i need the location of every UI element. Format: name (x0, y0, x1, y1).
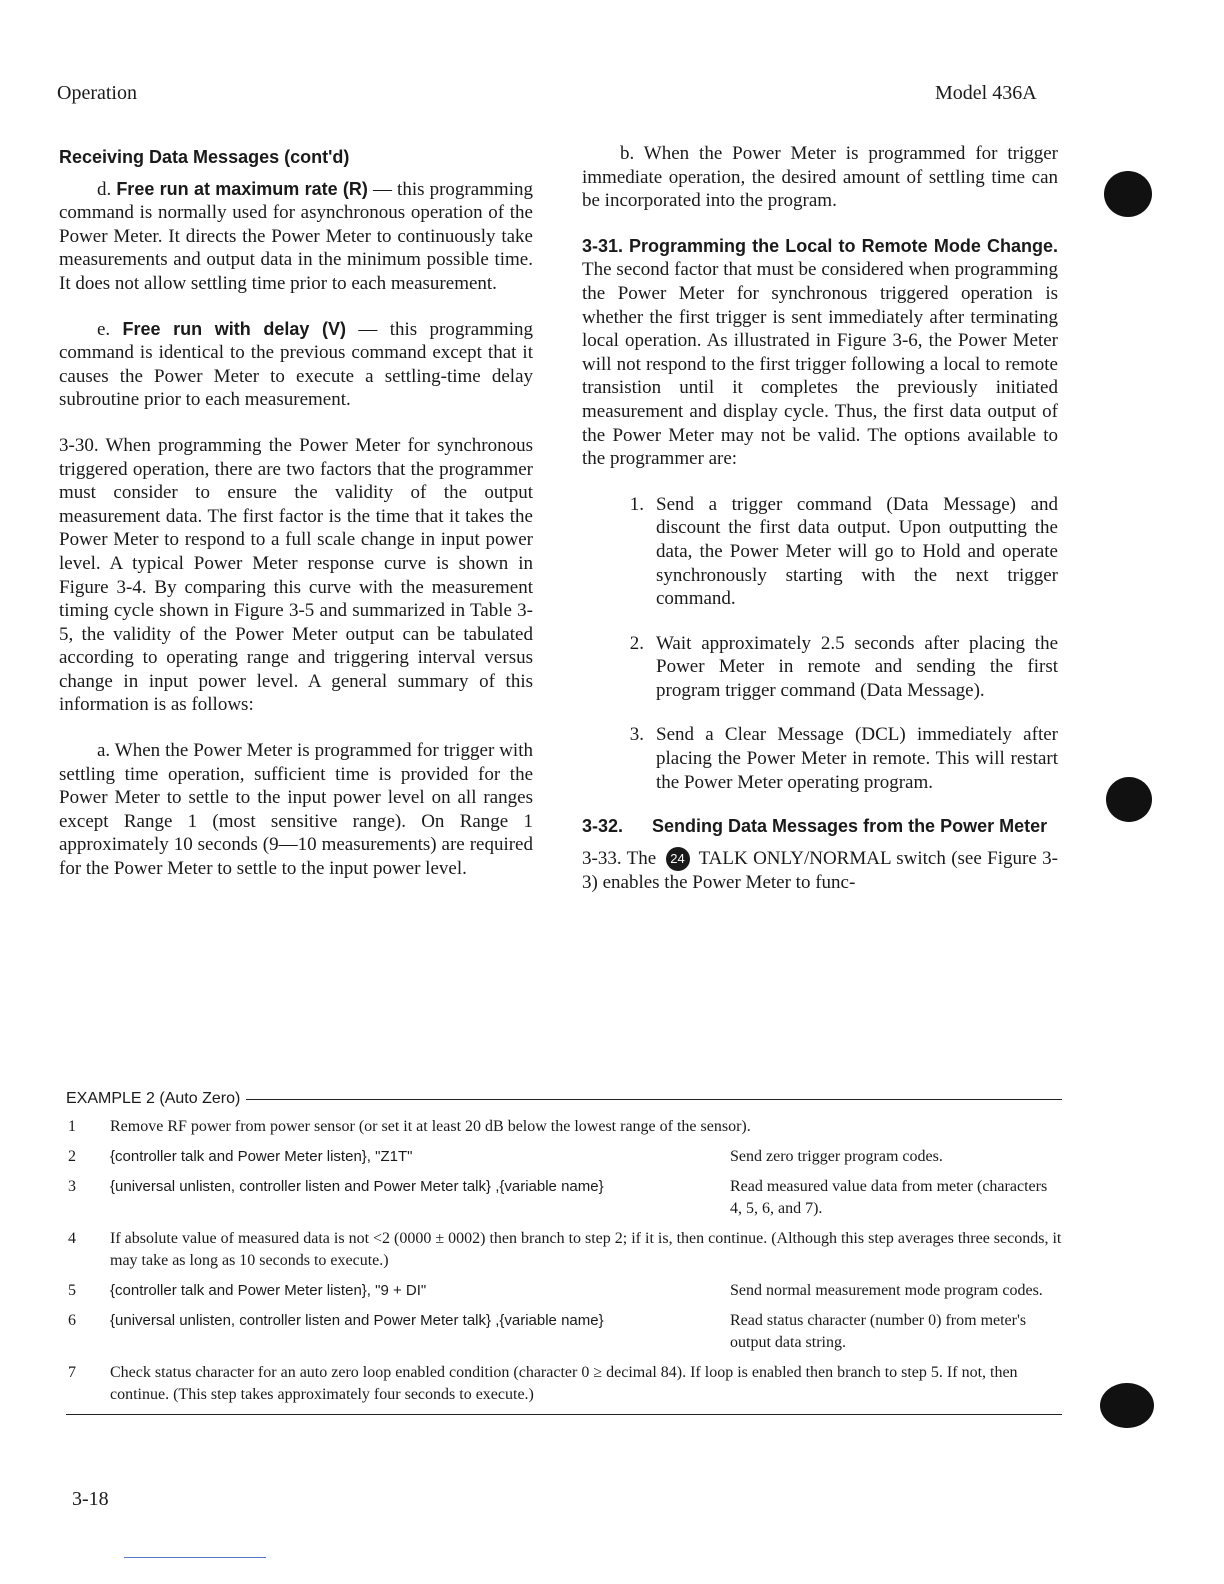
list-item-number: 1. (629, 493, 644, 515)
example-bottom-rule (66, 1414, 1062, 1415)
footer-link-underline (124, 1557, 266, 1558)
example-step (66, 1310, 1062, 1354)
right-column (582, 142, 1058, 917)
list-item-number: 3. (629, 724, 644, 746)
list-item (582, 632, 1058, 703)
step-number: 4 (68, 1230, 76, 1247)
running-header-model: Model 436A (935, 82, 1037, 104)
list-item-text: Wait approximately 2.5 seconds after placing the Power Meter in remote and sending the first program trigger command (Data Message). (656, 632, 1058, 701)
list-item (582, 723, 1058, 794)
list-item-number: 2. (629, 632, 644, 654)
example-step (66, 1362, 1062, 1406)
step-command: {controller talk and Power Meter listen}, "Z1T" (110, 1148, 413, 1165)
step-text: If absolute value of measured data is not <2 (0000 ± 0002) then branch to step 2; if it is, then continue. (Although this step averages three seconds, it may take as long as 10 seconds to execute.) (110, 1230, 1062, 1269)
paragraph-3-33 (582, 847, 1058, 895)
item-b-label: b. (620, 143, 635, 164)
para-3-31-title: Programming the Local to Remote Mode Change. (628, 235, 1058, 256)
example-step (66, 1176, 1062, 1220)
punch-hole-icon (1106, 777, 1152, 822)
example-title: EXAMPLE 2 (Auto Zero) (66, 1090, 241, 1107)
step-number: 7 (68, 1364, 76, 1381)
item-a (59, 739, 533, 881)
example-2-box (66, 1090, 1062, 1415)
list-item-text: Send a trigger command (Data Message) and discount the first data output. Upon outputting the data, the Power Meter will go to Hold and operate synchronously starting with the next trigger command. (656, 493, 1058, 610)
item-e-label: e. (97, 318, 111, 340)
left-column (59, 146, 533, 903)
section-3-32-title: Sending Data Messages from the Power Meter (652, 816, 1048, 837)
section-3-32-number: 3-32. (582, 816, 624, 837)
item-d-title: Free run at maximum rate (R) (116, 178, 368, 199)
step-number: 2 (68, 1148, 76, 1165)
item-e (59, 318, 533, 412)
item-e-text: — this programming command is identical to the previous command except that it causes the Power Meter to execute a settling-time delay subroutine prior to each measurement. (59, 318, 533, 411)
step-description: Send normal measurement mode program codes. (730, 1282, 1043, 1299)
paragraph-3-30: 3-30. When programming the Power Meter for synchronous triggered operation, there are two factors that the programmer must consider to ensure the validity of the output measurement data. The first factor is the time that it takes the Power Meter to respond to a full scale change in input power level. A typical Power Meter response curve is shown in Figure 3-4. By comparing this curve with the measurement timing cycle shown in Figure 3-5 and summarized in Table 3-5, the validity of the Power Meter output can be tabulated according to operating range and triggering interval versus change in input power level. A general summary of this information is as follows: (59, 434, 533, 716)
example-step (66, 1228, 1062, 1272)
item-d (59, 178, 533, 296)
step-description: Read measured value data from meter (characters 4, 5, 6, and 7). (730, 1178, 1048, 1217)
options-list (582, 493, 1058, 795)
step-number: 1 (68, 1118, 76, 1135)
step-command: {universal unlisten, controller listen and Power Meter talk} ,{variable name} (110, 1178, 604, 1195)
step-description: Read status character (number 0) from meter's output data string. (730, 1312, 1027, 1351)
example-title-rule (246, 1099, 1062, 1100)
step-number: 6 (68, 1312, 76, 1329)
para-3-31-text: The second factor that must be considered when programming the Power Meter for synchronous triggered operation is whether the first trigger is sent immediately after terminating local operation. As illustrated in Figure 3-6, the Power Meter will not respond to the first trigger following a local to remote transistion until it completes the previously initiated measurement and display cycle. Thus, the first data output of the Power Meter may not be valid. The options available to the programmer are: (582, 259, 1058, 470)
subheading: Receiving Data Messages (cont'd) (59, 147, 350, 167)
item-a-text: When the Power Meter is programmed for trigger with settling time operation, sufficient time is provided for the Power Meter to settle to the input power level on all ranges except Range 1 (most sensitive range). On Range 1 approximately 10 seconds (9—10 measurements) are required for the Power Meter to settle to the input power level. (59, 740, 533, 880)
step-number: 5 (68, 1282, 76, 1299)
item-d-text: — this programming command is normally used for asynchronous operation of the Power Meter. It directs the Power Meter to continuously take measurements and output data in the minimum possible time. It does not allow settling time prior to each measurement. (59, 178, 533, 294)
callout-24-icon: 24 (666, 847, 690, 871)
item-e-title: Free run with delay (V) (122, 318, 347, 339)
paragraph-3-31 (582, 235, 1058, 471)
page-number: 3-18 (72, 1488, 109, 1510)
section-3-32-heading (582, 815, 1058, 839)
punch-hole-icon (1100, 1383, 1154, 1428)
example-step (66, 1280, 1062, 1302)
step-text: Check status character for an auto zero loop enabled condition (character 0 ≥ decimal 84). If loop is enabled then branch to step 5. If not, then continue. (This step takes approximately four seconds to execute.) (110, 1364, 1018, 1403)
item-b-text: When the Power Meter is programmed for trigger immediate operation, the desired amount of settling time can be incorporated into the program. (582, 143, 1058, 212)
item-a-label: a. (97, 740, 111, 762)
item-b (582, 142, 1058, 213)
example-title-row (66, 1090, 1062, 1108)
step-description: Send zero trigger program codes. (730, 1148, 943, 1165)
list-item-text: Send a Clear Message (DCL) immediately after placing the Power Meter in remote. This will restart the Power Meter operating program. (656, 724, 1058, 793)
example-step (66, 1116, 1062, 1138)
running-header-section: Operation (57, 82, 137, 104)
example-step (66, 1146, 1062, 1168)
item-d-label: d. (97, 178, 112, 200)
step-number: 3 (68, 1178, 76, 1195)
para-3-33-text: TALK ONLY/NORMAL switch (see Figure 3-3) enables the Power Meter to func- (582, 847, 1058, 894)
para-3-31-number: 3-31. (582, 235, 624, 256)
step-command: {universal unlisten, controller listen and Power Meter talk} ,{variable name} (110, 1312, 604, 1329)
para-3-33-number: 3-33. (582, 847, 622, 869)
step-text: Remove RF power from power sensor (or set it at least 20 dB below the lowest range of the sensor). (110, 1118, 751, 1135)
punch-hole-icon (1104, 171, 1152, 217)
para-3-33-pre: The (621, 847, 662, 869)
list-item (582, 493, 1058, 611)
step-command: {controller talk and Power Meter listen}, "9 + DI" (110, 1282, 427, 1299)
